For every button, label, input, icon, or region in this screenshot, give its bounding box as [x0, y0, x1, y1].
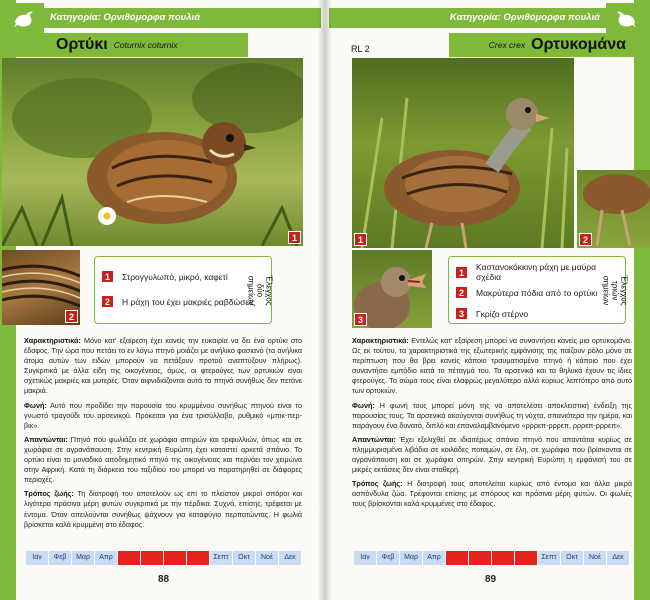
species-title: Ορτυκομάνα: [531, 36, 626, 53]
section-habitat: Απαντώνται: Πτηνό που φωλιάζει σε χωράφια σιτηρών και τριφυλλιών, όπως και σε χωράφια σε αγρανάπαυση. Στην κεντρική Ευρώπη έχει καταστεί αρκετά σπάνιο. Το ορτύκι είναι το μοναδικό αποδημητικό πτηνό της οικογένειας και περνάει τον χειμώνα στην Αφρική. Κατά τη διάρκεια του ταξιδιού του μπορεί να παρατηρηθεί σε διάφορες περιοχές.: [24, 434, 302, 485]
month-cell: Ιαν: [354, 551, 377, 565]
bird-silhouette-icon: [606, 3, 646, 35]
species-latin-name: Coturnix coturnix: [113, 40, 178, 50]
month-cell: Νοέ: [584, 551, 607, 565]
month-cell: Ιουν: [469, 551, 492, 565]
legend-marker: 1: [101, 270, 114, 283]
month-cell: Μαι: [446, 551, 469, 565]
legend-text: Καστανοκόκκινη ράχη με μαύρα σχέδια: [476, 262, 597, 282]
species-latin-name: Crex crex: [488, 40, 526, 50]
legend-text: Στρογγυλωπό, μικρό, καφετί: [122, 271, 228, 282]
month-cell: Μαι: [118, 551, 141, 565]
legend-marker: 1: [455, 266, 468, 279]
species-description: [352, 336, 632, 514]
page-right: [325, 0, 650, 600]
legend-item: [455, 262, 605, 282]
bird-silhouette-icon: [4, 3, 44, 35]
month-cell: Σεπτ: [210, 551, 233, 565]
species-description: [24, 336, 302, 534]
section-voice: Φωνή: Η φωνή τους μπορεί μόνη της να αποτελέσει αποκλειστική ένδειξη της παρουσίας τους. Τα αρσενικά ακούγονται συνήθως τη νύχτα, σπανιότερα την ημέρα, και παράγουν ένα δυνατό, διπλό και επαναλαμβανόμενο «ρρρεπ-ρρρεπ, ρρρεπ-ρρρεπ».: [352, 400, 632, 430]
section-characteristics: Χαρακτηριστικά: Εντελώς κατ' εξαίρεση μπορεί να συναντήσει κανείς μια ορτυκομάνα. Ως εκ τούτου, τα χαρακτηριστικά της εξωτερικής εμφάνισης της παίζουν ρόλο μόνο σε περίπτωση που θα βρει κανείς κάποιο τραυματισμένο πτηνό ή κάποιο που έχει συναντήσει εμπόδιο κατά το πέταγμά του. Τα αρσενικά και τα θηλυκά έχουν τις ίδιες φτερούγες. Το σώμα τους είναι ελαφρώς μεγαλύτερο αλλά κυρίως λεπτότερο από αυτό των ορτυκιών.: [352, 336, 632, 396]
month-cell: Δεκ: [607, 551, 630, 565]
month-cell: Ιουν: [141, 551, 164, 565]
month-cell: Ιαν: [26, 551, 49, 565]
section-characteristics: Χαρακτηριστικά: Μόνο κατ' εξαίρεση έχει κανείς την ευκαιρία να δει ένα ορτύκι στο έδαφος. Την ώρα που πετάει το εν λόγω πτηνό μοιάζει με ανήλικο φασιανό (τα ανήλικα άτομα αυτών των ειδών μπορούν να πετάξουν πρoτού αναπτύξουν πλήρως). Συγκριτικά με άλλα είδη της οικογένειας, όμως, οι φτερούγες των ορτυκιών είναι σχετικώς μακριές και μυτερές. Όταν αιφνιδιάζονται αυτά τα πτηνά συνήθως δεν πετάνε μακριά.: [24, 336, 303, 396]
photo-marker-1: 1: [288, 231, 301, 244]
category-bar: Κατηγορία: Ορνιθόμορφα πουλιά: [329, 8, 608, 28]
photo-marker-2: 2: [579, 233, 592, 246]
section-lifestyle: Τρόπος ζωής: Τη διατροφή του αποτελούν ως επί το πλείστον μικροί σπόροι και λιγότερα πράσινα μέρη φυτών συγκριτικά με την πέρδικα. Συχνά, επίσης, τρέφεται με έντομα. Όταν απειλούνται συνήθως ψάχνουν για καταφύγιο περπατώντας. Η φωλιά βρίσκεται καλά κρυμμένη στο έδαφος.: [24, 489, 303, 529]
legend-text: Μακρύτερα πόδια από το ορτύκι: [476, 287, 598, 298]
month-calendar: [26, 551, 302, 565]
month-cell: Οκτ: [561, 551, 584, 565]
legend-item: [101, 270, 228, 283]
legend-heading-vertical: [601, 256, 629, 324]
head-photo: [352, 250, 432, 328]
side-strip-right: [634, 0, 650, 600]
legend-marker: 2: [101, 295, 114, 308]
legend-heading: Έλεγχος τριών σημείων: [601, 274, 629, 306]
legs-photo: [577, 170, 650, 248]
legend-heading-vertical: [246, 256, 274, 324]
legend-item: [455, 286, 597, 299]
month-cell: Αυγ: [515, 551, 538, 565]
page-number: 88: [158, 574, 170, 585]
page-number: 89: [485, 574, 497, 585]
corncrake-illustration: [352, 58, 574, 248]
photo-marker-1: 1: [354, 233, 367, 246]
legend-text: Η ράχη του έχει μακριές ραβδώσεις: [122, 296, 256, 307]
detail-photo: [2, 250, 80, 325]
legend-item: [455, 307, 528, 320]
month-cell: Μαρ: [400, 551, 423, 565]
photo-marker-2: 2: [65, 310, 78, 323]
check-points-legend: [94, 256, 272, 324]
month-cell: Φεβ: [49, 551, 72, 565]
month-cell: Αυγ: [187, 551, 210, 565]
red-list-status: RL 2: [351, 44, 370, 54]
check-points-legend: [448, 256, 626, 324]
legend-text: Γκρίζο στέρνο: [476, 308, 529, 319]
month-cell: Σεπτ: [538, 551, 561, 565]
legend-marker: 3: [455, 307, 468, 320]
main-photo: [352, 58, 574, 248]
month-cell: Μαρ: [72, 551, 95, 565]
month-cell: Φεβ: [377, 551, 400, 565]
section-voice: Φωνή: Αυτό που προδίδει την παρουσία του κρυμμένου συνήθως πτηνού είναι το γνωστό τραγούδι του αρσενικού. Πρόκειται για ένα τρισύλλαβο, ρυθμικό «μπικ-περ-βικ».: [24, 400, 302, 430]
month-calendar: [354, 551, 630, 565]
species-title: Ορτύκι: [56, 36, 108, 53]
month-cell: Οκτ: [233, 551, 256, 565]
legend-heading: Έλεγχος δύο σημείων: [246, 274, 274, 306]
book-gutter: [318, 0, 332, 600]
section-lifestyle: Τρόπος ζωής: Η διατροφή τους αποτελείται κυρίως από έντομα και άλλα μικρά ασπόνδυλα ζώα. Τρέφονται επίσης με σπόρους και πράσινα μέρη φυτών. Οι φωλιές τους βρίσκονται καλά κρυμμένες στο έδαφος.: [352, 479, 633, 509]
photo-marker-3: 3: [354, 313, 367, 326]
month-cell: Απρ: [423, 551, 446, 565]
species-title-bar: [16, 33, 248, 57]
legend-marker: 2: [455, 286, 468, 299]
species-title-bar: [449, 33, 634, 57]
section-habitat: Απαντώνται: Έχει εξελιχθεί σε ιδιαιτέρως σπάνιο πτηνό που απαντάται κυρίως σε πλημμυρισμένα λιβάδια σε κοιλάδες ποταμών, σε έλη, σε χωράφια που βρίσκονται σε αγρανάπαυση και σε χωράφια σιτηρών. Στην κεντρική Ευρώπη η εμφάνισή του σε μικρές εκτάσεις δεν είναι σταθερή.: [352, 434, 632, 475]
main-photo: [2, 58, 303, 246]
month-cell: Δεκ: [279, 551, 302, 565]
month-cell: Απρ: [95, 551, 118, 565]
quail-illustration: [2, 58, 303, 246]
month-cell: Ιουλ: [492, 551, 515, 565]
legend-item: [101, 295, 255, 308]
month-cell: Ιουλ: [164, 551, 187, 565]
category-bar: Κατηγορία: Ορνιθόμορφα πουλιά: [42, 8, 321, 28]
month-cell: Νοέ: [256, 551, 279, 565]
